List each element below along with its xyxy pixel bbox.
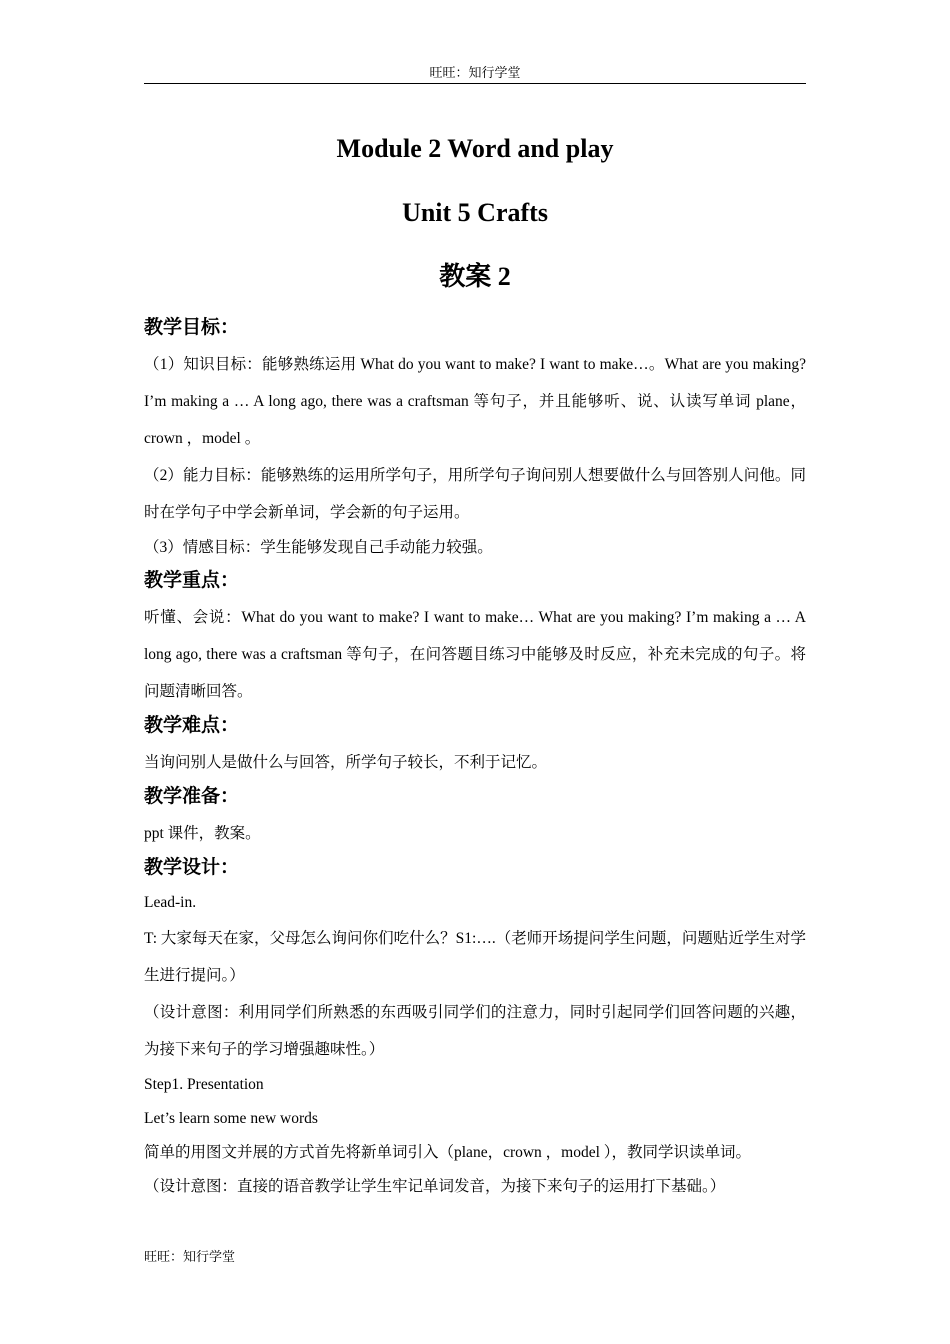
page-footer: 旺旺：知行学堂 bbox=[144, 1250, 236, 1265]
difficulties-text: 当询问别人是做什么与回答，所学句子较长，不利于记忆。 bbox=[144, 754, 548, 771]
new-words-label: Let’s learn some new words bbox=[144, 1110, 318, 1127]
module-title: Module 2 Word and play bbox=[336, 134, 614, 163]
lead-in-intent: （设计意图：利用同学们所熟悉的东西吸引同学们的注意力，同时引起同学们回答问题的兴趣，为接下来句子的学习增强趣味性。） bbox=[144, 1004, 806, 1058]
unit-title: Unit 5 Crafts bbox=[402, 198, 548, 227]
lead-in-label: Lead-in. bbox=[144, 894, 197, 911]
key-points-heading: 教学重点： bbox=[144, 569, 240, 591]
step1-label: Step1. Presentation bbox=[144, 1076, 264, 1093]
preparation-text: ppt 课件，教案。 bbox=[144, 825, 261, 842]
lead-in-text: T: 大家每天在家，父母怎么询问你们吃什么？S1:….（老师开场提问学生问题，问题贴近学生对学生进行提问。） bbox=[144, 930, 806, 984]
new-words-intent: （设计意图：直接的语音教学让学生牢记单词发音，为接下来句子的运用打下基础。） bbox=[144, 1178, 726, 1195]
page-header: 旺旺：知行学堂 bbox=[429, 66, 521, 81]
preparation-heading: 教学准备： bbox=[144, 785, 240, 807]
difficulties-heading: 教学难点： bbox=[144, 714, 240, 736]
objective-knowledge: （1）知识目标：能够熟练运用 What do you want to make? I want to make…。What are you making? I’m making a … A long ago, there was a craftsman 等句子，并且能够听、说、认读写单词 plane，crown ，model 。 bbox=[144, 356, 806, 447]
design-heading: 教学设计： bbox=[144, 856, 240, 878]
objective-ability: （2）能力目标：能够熟练的运用所学句子，用所学句子询问别人想要做什么与回答别人问他。同时在学句子中学会新单词，学会新的句子运用。 bbox=[144, 467, 806, 521]
lesson-plan-title: 教案 2 bbox=[439, 262, 511, 291]
objectives-heading: 教学目标： bbox=[144, 316, 240, 338]
key-points-text: 听懂、会说：What do you want to make? I want to make… What are you making? I’m making a … A long ago, there was a craftsman 等句子，在问答题目练习中能够及时反应，补充未完成的句子。将问题清晰回答。 bbox=[144, 609, 806, 700]
new-words-text: 简单的用图文并展的方式首先将新单词引入（plane，crown ，model ），教同学识读单词。 bbox=[144, 1144, 752, 1161]
document-body bbox=[144, 312, 806, 1204]
header-divider bbox=[144, 83, 806, 84]
objective-emotion: （3）情感目标：学生能够发现自己手动能力较强。 bbox=[144, 539, 493, 556]
